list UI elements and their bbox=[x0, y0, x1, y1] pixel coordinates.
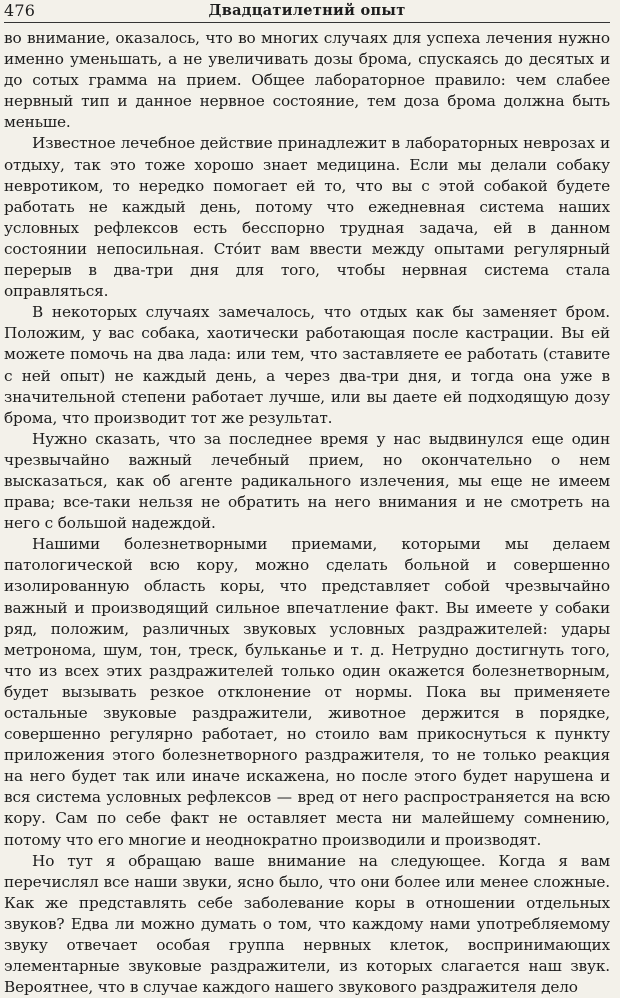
page-header bbox=[4, 0, 610, 23]
paragraph: В некоторых случаях замечалось, что отдых как бы заменяет бром. Положим, у вас собака, хаотически работающая после кастрации. Вы ей можете помочь на два лада: или тем, что заставляете ее работать (ставите с ней опыт) не каждый день, а через два-три дня, и тогда она уже в значительной степени работает лучше, или вы даете ей подходящую дозу брома, что производит тот же результат. bbox=[4, 303, 610, 427]
body-text bbox=[4, 28, 610, 998]
paragraph: Нужно сказать, что за последнее время у нас выдвинулся еще один чрезвычайно важный лечебный прием, но окончательно о нем высказаться, как об агенте радикального излечения, мы еще не имеем права; все-таки нельзя не обратить на него внимания и не смотреть на него с большой надеждой. bbox=[4, 429, 610, 533]
paragraph: Известное лечебное действие принадлежит в лабораторных неврозах и отдыху, так это тоже хорошо знает медицина. Если мы делали собаку невротиком, то нередко помогает ей то, что вы с этой собакой будете работать не каждый день, потому что ежедневная система наших условных рефлексов есть бесспорно трудная задача, ей в данном состоянии непосильная. Сто́ит вам ввести между опытами регулярный перерыв в два-три дня для того, чтобы нервная система стала оправляться. bbox=[4, 134, 610, 301]
paragraph: во внимание, оказалось, что во многих случаях для успеха лечения нужно именно уменьшать, а не увеличивать дозы брома, спускаясь до десятых и до сотых грамма на прием. Общее лабораторное правило: чем слабее нервный тип и данное нервное состояние, тем доза брома должна быть меньше. bbox=[4, 29, 610, 132]
page-number: 476 bbox=[4, 1, 36, 20]
paragraph: Нашими болезнетворными приемами, которыми мы делаем патологической всю кору, можно сделать больной и совершенно изолированную область коры, что представляет собой чрезвычайно важный и производящий сильное впечатление факт. Вы имеете у собаки ряд, положим, различных звуковых условных раздражителей: удары метронома, шум, тон, треск, бульканье и т. д. Нетрудно достигнуть того, что из всех этих раздражителей только один окажется болезнетворным, будет вызывать резкое отклонение от нормы. Пока вы применяете остальные звуковые раздражители, животное держится в порядке, совершенно регулярно работает, но стоило вам прикоснуться к пункту приложения этого болезнетворного раздражителя, то не только реакция на него будет так или иначе искажена, но после этого будет нарушена и вся система условных рефлексов — вред от него распространяется на всю кору. Сам по себе факт не оставляет места ни малейшему сомнению, потому что его многие и неоднократно производили и производят. bbox=[4, 535, 610, 849]
running-title: Двадцатилетний опыт bbox=[208, 2, 406, 19]
paragraph: Но тут я обращаю ваше внимание на следующее. Когда я вам перечислял все наши звуки, ясно было, что они более или менее сложные. Как же представлять себе заболевание коры в отношении отдельных звуков? Едва ли можно думать о том, что каждому нами употребляемому звуку отвечает особая группа нервных клеток, воспринимающих элементарные звуковые раздражители, из которых слагается наш звук. Вероятнее, что в случае каждого нашего звукового раздражителя дело bbox=[4, 851, 610, 997]
